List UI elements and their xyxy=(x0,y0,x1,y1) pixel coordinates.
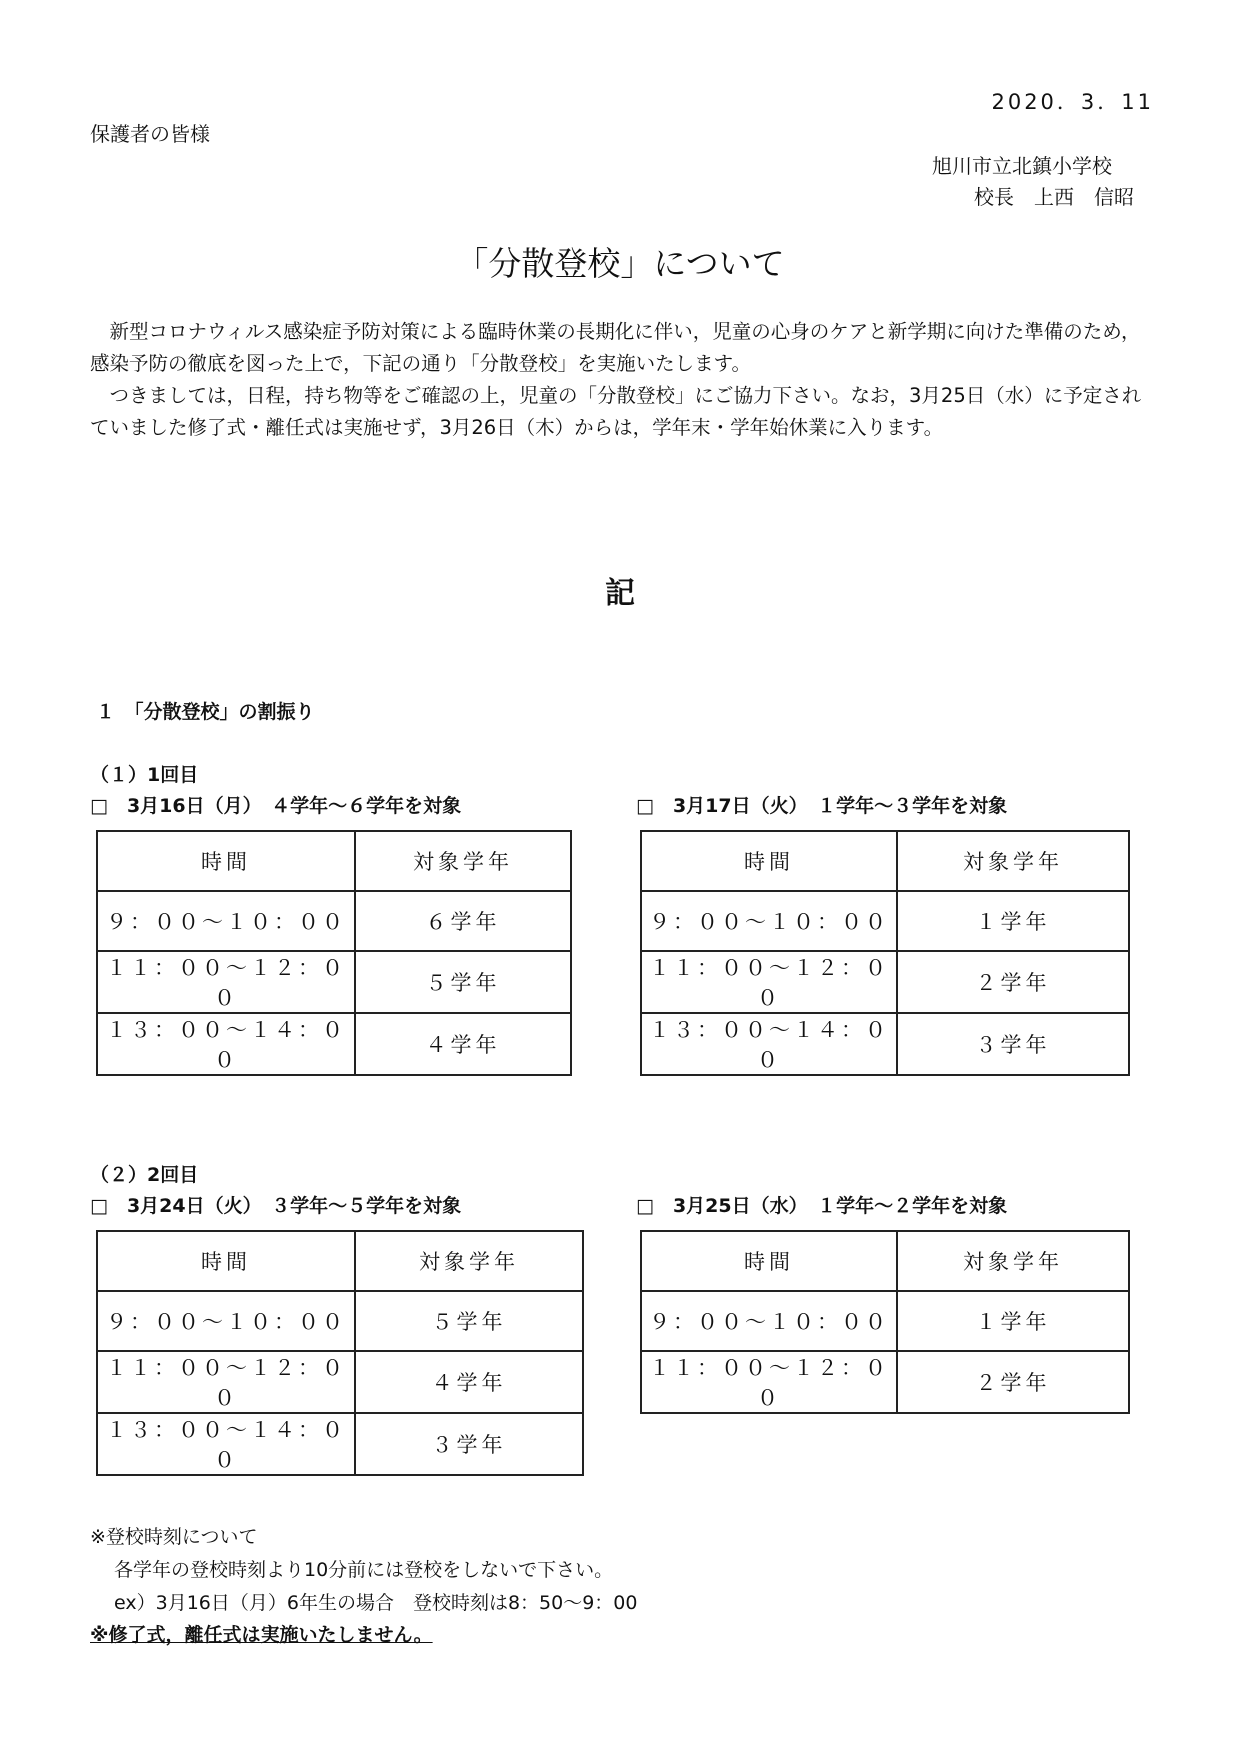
body-text xyxy=(90,316,1152,444)
table-header-row xyxy=(97,831,571,891)
schedule-table-mar17 xyxy=(640,830,1130,1076)
grade-cell: ２学年 xyxy=(897,1351,1129,1413)
grade-cell: １学年 xyxy=(897,891,1129,951)
table-row xyxy=(641,951,1129,1013)
grade-cell: ５学年 xyxy=(355,951,571,1013)
grade-cell: ４学年 xyxy=(355,1351,583,1413)
time-cell: １１：００～１２：００ xyxy=(97,1351,355,1413)
grade-cell: ２学年 xyxy=(897,951,1129,1013)
table-row xyxy=(97,1013,571,1075)
round-1-label: （１）1回目 xyxy=(90,764,199,786)
recipient: 保護者の皆様 xyxy=(90,122,210,146)
schedule-table-mar25 xyxy=(640,1230,1130,1414)
header-cell-grade: 対象学年 xyxy=(897,831,1129,891)
table-row xyxy=(641,1291,1129,1351)
day-label-mar25: □ 3月25日（水） １学年～２学年を対象 xyxy=(636,1195,1008,1217)
table-header-row xyxy=(641,831,1129,891)
grade-cell: ６学年 xyxy=(355,891,571,951)
table-row xyxy=(97,951,571,1013)
time-cell: ９：００～１０：００ xyxy=(97,1291,355,1351)
header-cell-time: 時間 xyxy=(641,1231,897,1291)
note-title: ※登校時刻について xyxy=(90,1526,258,1548)
table-row xyxy=(97,1291,583,1351)
section-heading: １ 「分散登校」の割振り xyxy=(96,701,315,723)
schedule-table-mar24 xyxy=(96,1230,584,1476)
grade-cell: ３学年 xyxy=(355,1413,583,1475)
table-row xyxy=(97,1413,583,1475)
time-cell: １１：００～１２：００ xyxy=(641,951,897,1013)
note-line-3: ※修了式，離任式は実施いたしません。 xyxy=(90,1624,433,1646)
schedule-table-mar16 xyxy=(96,830,572,1076)
table-row xyxy=(641,891,1129,951)
body-paragraph-1: 新型コロナウィルス感染症予防対策による臨時休業の長期化に伴い，児童の心身のケアと新学期に向けた準備のため，感染予防の徹底を図った上で，下記の通り「分散登校」を実施いたします。 xyxy=(90,320,1141,375)
document-date: 2020．3．11 xyxy=(991,90,1154,114)
header-cell-grade: 対象学年 xyxy=(355,1231,583,1291)
time-cell: １１：００～１２：００ xyxy=(641,1351,897,1413)
document-title: 「分散登校」について xyxy=(455,244,785,283)
header-cell-grade: 対象学年 xyxy=(897,1231,1129,1291)
time-cell: １３：００～１４：００ xyxy=(97,1413,355,1475)
time-cell: ９：００～１０：００ xyxy=(97,891,355,951)
note-line-2: ex）3月16日（月）6年生の場合 登校時刻は8：50～9：00 xyxy=(114,1592,638,1614)
header-cell-time: 時間 xyxy=(97,1231,355,1291)
table-header-row xyxy=(641,1231,1129,1291)
header-cell-time: 時間 xyxy=(641,831,897,891)
table-row xyxy=(641,1351,1129,1413)
day-label-mar24: □ 3月24日（火） ３学年～５学年を対象 xyxy=(90,1195,462,1217)
note-line-1: 各学年の登校時刻より10分前には登校をしないで下さい。 xyxy=(114,1559,614,1581)
day-label-mar17: □ 3月17日（火） １学年～３学年を対象 xyxy=(636,795,1008,817)
time-cell: １３：００～１４：００ xyxy=(97,1013,355,1075)
grade-cell: ５学年 xyxy=(355,1291,583,1351)
time-cell: ９：００～１０：００ xyxy=(641,1291,897,1351)
grade-cell: ４学年 xyxy=(355,1013,571,1075)
table-header-row xyxy=(97,1231,583,1291)
time-cell: １１：００～１２：００ xyxy=(97,951,355,1013)
ki-heading: 記 xyxy=(605,576,635,611)
header-cell-time: 時間 xyxy=(97,831,355,891)
round-2-label: （２）2回目 xyxy=(90,1164,199,1186)
header-cell-grade: 対象学年 xyxy=(355,831,571,891)
grade-cell: ３学年 xyxy=(897,1013,1129,1075)
table-row xyxy=(97,891,571,951)
body-paragraph-2: つきましては，日程，持ち物等をご確認の上，児童の「分散登校」にご協力下さい。なお，3月25日（水）に予定されていました修了式・離任式は実施せず，3月26日（木）からは，学年末・学年始休業に入ります。 xyxy=(90,384,1142,439)
day-label-mar16: □ 3月16日（月） ４学年～６学年を対象 xyxy=(90,795,462,817)
school-name: 旭川市立北鎮小学校 xyxy=(932,154,1112,178)
table-row xyxy=(641,1013,1129,1075)
time-cell: ９：００～１０：００ xyxy=(641,891,897,951)
table-row xyxy=(97,1351,583,1413)
time-cell: １３：００～１４：００ xyxy=(641,1013,897,1075)
grade-cell: １学年 xyxy=(897,1291,1129,1351)
principal-name: 校長 上西 信昭 xyxy=(974,185,1134,209)
